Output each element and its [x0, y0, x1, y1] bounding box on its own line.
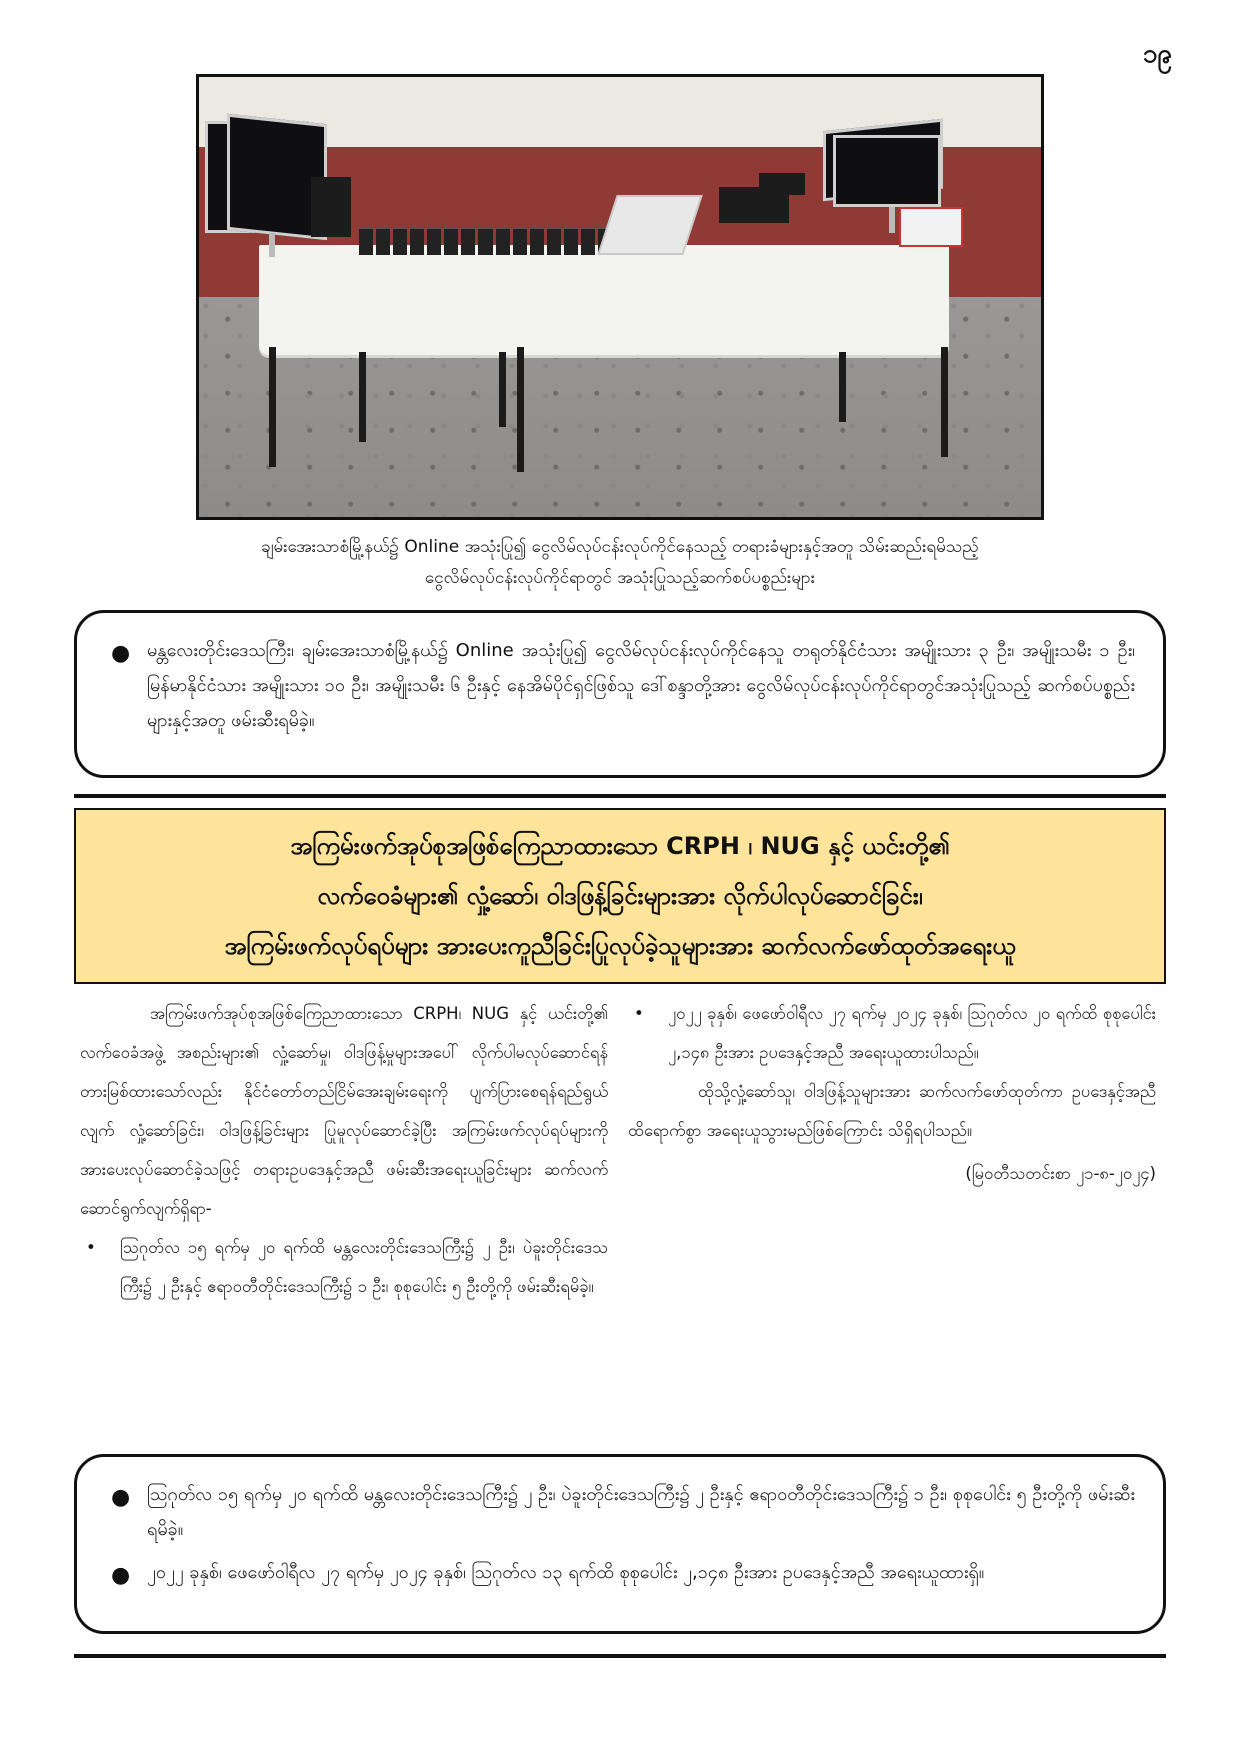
article-column-right [628, 994, 1156, 1193]
article-column-left [80, 994, 608, 1306]
article-source: (မြဝတီသတင်းစာ ၂၁-၈-၂၀၂၄) [965, 1164, 1156, 1183]
caption-line-2: ငွေလိမ်လုပ်ငန်းလုပ်ကိုင်ရာတွင် အသုံးပြုသည့်ဆက်စပ်ပစ္စည်းများ [424, 568, 816, 588]
page-number: ၁၉ [1142, 39, 1172, 69]
article-paragraph: ထိုသို့လှုံ့ဆော်သူ၊ ဝါဒဖြန့်သူများအား ဆက်လက်ဖော်ထုတ်ကာ ဥပဒေနှင့်အညီ ထိရောက်စွာ အရေးယူသွားမည်ဖြစ်ကြောင်း သိရှိရပါသည်။ [628, 1082, 1156, 1140]
list-item-text: သြဂုတ်လ ၁၅ ရက်မှ ၂၀ ရက်ထိ မန္တလေးတိုင်းဒေသကြီး၌ ၂ ဦး၊ ပဲခူးတိုင်းဒေသကြီး၌ ၂ ဦးနှင့် ဧရာဝတီတိုင်းဒေသကြီး၌ ၁ ဦး၊ စုစုပေါင်း ၅ ဦးတို့ကို ဖမ်းဆီးရမိခဲ့။ [147, 1484, 1135, 1540]
list-item-text: သြဂုတ်လ ၁၅ ရက်မှ ၂၀ ရက်ထိ မန္တလေးတိုင်းဒေသကြီး၌ ၂ ဦး၊ ပဲခူးတိုင်းဒေသကြီး၌ ၂ ဦးနှင့် ဧရာဝတီတိုင်းဒေသကြီး၌ ၁ ဦး၊ စုစုပေါင်း ၅ ဦးတို့ကို ဖမ်းဆီးရမိခဲ့။ [120, 1238, 608, 1296]
article-paragraph: အကြမ်းဖက်အုပ်စုအဖြစ်ကြေညာထားသော CRPH၊ NUG နှင့် ယင်းတို့၏ လက်ဝေခံအဖွဲ့ အစည်းများ၏ လှုံ့ဆော်မှု၊ ဝါဒဖြန့်မှုများအပေါ် လိုက်ပါမလုပ်ဆောင်ရန် တားမြစ်ထားသော်လည်း နိုင်ငံတော်တည်ငြိမ်အေးချမ်းရေးကို ပျက်ပြားစေရန်ရည်ရွယ်လျက် လှုံ့ဆော်ခြင်း၊ ဝါဒဖြန့်ခြင်းများ ပြုမူလုပ်ဆောင်ခဲ့ပြီး အကြမ်းဖက်လုပ်ရပ်များကို အားပေးလုပ်ဆောင်ခဲ့သဖြင့် တရားဥပဒေနှင့်အညီ ဖမ်းဆီးအရေးယူခြင်းများ ဆက်လက်ဆောင်ရွက်လျက်ရှိရာ- [80, 1004, 608, 1218]
list-item [91, 633, 1135, 738]
divider [74, 794, 1166, 798]
bullet-icon: ● [111, 1485, 131, 1510]
summary-box-arrest [74, 610, 1166, 778]
list-item [91, 1555, 1135, 1590]
bullet-icon: • [86, 1238, 96, 1257]
summary-box-totals [74, 1454, 1166, 1634]
headline-line-3: အကြမ်းဖက်လုပ်ရပ်များ အားပေးကူညီခြင်းပြုလုပ်ခဲ့သူများအား ဆက်လက်ဖော်ထုတ်အရေးယူ [224, 932, 1016, 960]
list-item [628, 994, 1156, 1072]
divider [74, 1654, 1166, 1658]
article-headline [74, 808, 1166, 984]
photo-caption [100, 532, 1140, 594]
list-item-text: မန္တလေးတိုင်းဒေသကြီး၊ ချမ်းအေးသာစံမြို့နယ်၌ Online အသုံးပြု၍ ငွေလိမ်လုပ်ငန်းလုပ်ကိုင်နေသူ တရုတ်နိုင်ငံသား အမျိုးသား ၃ ဦး၊ အမျိုးသမီး ၁ ဦး၊ မြန်မာနိုင်ငံသား အမျိုးသား ၁၀ ဦး၊ အမျိုးသမီး ၆ ဦးနှင့် နေအိမ်ပိုင်ရှင်ဖြစ်သူ ဒေါ်စန္ဒာတို့အား ငွေလိမ်လုပ်ငန်းလုပ်ကိုင်ရာတွင်အသုံးပြုသည့် ဆက်စပ်ပစ္စည်းများနှင့်အတူ ဖမ်းဆီးရမိခဲ့။ [147, 640, 1135, 731]
headline-line-2: လက်ဝေခံများ၏ လှုံ့ဆော်၊ ဝါဒဖြန့်ခြင်းများအား လိုက်ပါလုပ်ဆောင်ခြင်း၊ [317, 882, 923, 910]
caption-line-1: ချမ်းအေးသာစံမြို့နယ်၌ Online အသုံးပြု၍ ငွေလိမ်လုပ်ငန်းလုပ်ကိုင်နေသည့် တရားခံများနှင့်အတူ သိမ်းဆည်းရမိသည့် [261, 537, 979, 557]
bullet-icon: ● [111, 641, 131, 666]
bullet-icon: ● [111, 1563, 131, 1588]
seized-equipment-photo [196, 74, 1044, 520]
list-item-text: ၂၀၂၂ ခုနှစ်၊ ဖေဖော်ဝါရီလ ၂၇ ရက်မှ ၂၀၂၄ ခုနှစ်၊ သြဂုတ်လ ၁၃ ရက်ထိ စုစုပေါင်း ၂,၁၄၈ ဦးအား ဥပဒေနှင့်အညီ အရေးယူထားရှိ။ [147, 1562, 985, 1583]
headline-line-1: အကြမ်းဖက်အုပ်စုအဖြစ်ကြေညာထားသော CRPH ၊ NUG နှင့် ယင်းတို့၏ [290, 832, 950, 860]
list-item-text: ၂၀၂၂ ခုနှစ်၊ ဖေဖော်ဝါရီလ ၂၇ ရက်မှ ၂၀၂၄ ခုနှစ်၊ သြဂုတ်လ ၂၀ ရက်ထိ စုစုပေါင်း ၂,၁၄၈ ဦးအား ဥပဒေနှင့်အညီ အရေးယူထားပါသည်။ [668, 1004, 1156, 1062]
bullet-icon: • [634, 1004, 644, 1023]
list-item [91, 1477, 1135, 1547]
list-item [80, 1228, 608, 1306]
